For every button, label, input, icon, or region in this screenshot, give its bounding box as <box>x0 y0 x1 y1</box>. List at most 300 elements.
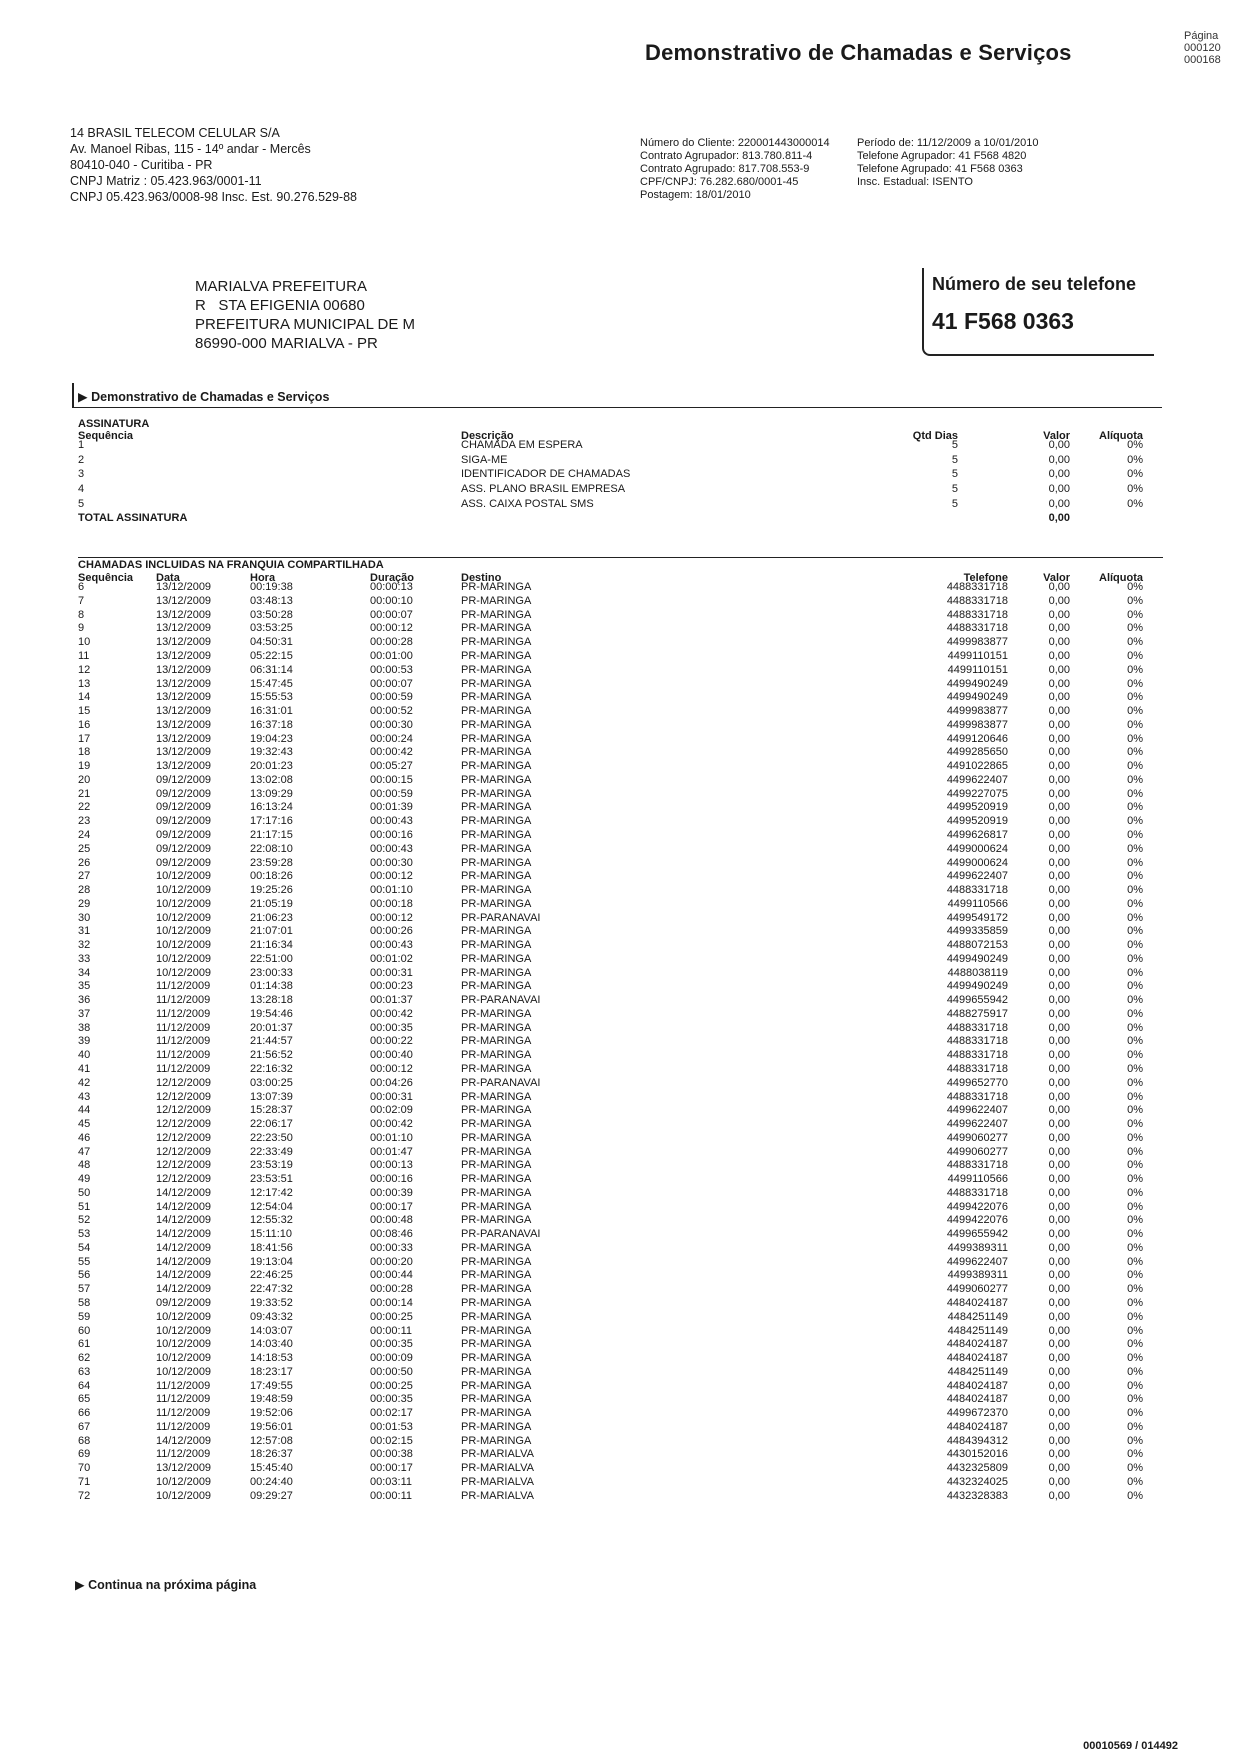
cell-date: 11/12/2009 <box>156 1393 211 1406</box>
cell-date: 13/12/2009 <box>156 718 212 731</box>
cell-valor: 0,00 <box>1048 1407 1070 1420</box>
cell-aliquota: 0% <box>1127 1462 1143 1475</box>
cell-seq: 7 <box>78 594 85 607</box>
cell-aliquota: 0% <box>1127 787 1143 800</box>
cell-valor: 0,00 <box>1048 1186 1070 1199</box>
cell-valor: 0,00 <box>1048 497 1070 510</box>
cell-phone: 4499983877 <box>946 718 1008 731</box>
cell-phone: 4499060277 <box>946 1283 1008 1296</box>
cell-valor: 0,00 <box>1048 1434 1070 1447</box>
cell-aliquota: 0% <box>1127 773 1143 786</box>
cell-aliquota: 0% <box>1127 482 1143 495</box>
cell-date: 09/12/2009 <box>156 856 212 869</box>
cell-destination: PR-MARIALVA <box>461 1462 534 1475</box>
cell-hour: 23:59:28 <box>250 856 293 869</box>
table-row <box>78 967 1163 981</box>
cell-duration: 00:00:12 <box>370 870 413 883</box>
cell-hour: 21:06:23 <box>250 911 293 924</box>
cell-phone: 4499655942 <box>946 1228 1008 1241</box>
cell-destination: PR-MARINGA <box>461 828 532 841</box>
cell-phone: 4499000624 <box>946 842 1008 855</box>
table-row <box>78 622 1163 636</box>
cell-date: 12/12/2009 <box>156 1104 212 1117</box>
cell-valor: 0,00 <box>1048 980 1070 993</box>
cell-destination: PR-MARINGA <box>461 1310 532 1323</box>
cell-phone: 4488331718 <box>946 622 1008 635</box>
cell-hour: 16:13:24 <box>250 801 293 814</box>
cell-duration: 00:00:48 <box>370 1214 413 1227</box>
cell-valor: 0,00 <box>1048 622 1070 635</box>
cell-hour: 19:32:43 <box>250 746 293 759</box>
cell-duration: 00:00:59 <box>370 691 413 704</box>
cell-duration: 00:00:10 <box>370 594 413 607</box>
cell-phone: 4499520919 <box>946 815 1008 828</box>
client-info-line: Período de: 11/12/2009 a 10/01/2010 <box>857 137 1039 149</box>
cell-phone: 4488331718 <box>946 884 1008 897</box>
cell-seq: 61 <box>78 1338 91 1351</box>
cell-phone: 4499110151 <box>947 663 1008 676</box>
cell-seq: 15 <box>78 705 91 718</box>
cell-destination: PR-MARINGA <box>461 581 532 594</box>
table-row <box>78 1049 1163 1063</box>
client-info-line: Postagem: 18/01/2010 <box>640 189 751 201</box>
cell-phone: 4499622407 <box>946 870 1008 883</box>
cell-hour: 19:54:46 <box>250 1007 293 1020</box>
cell-aliquota: 0% <box>1127 1200 1143 1213</box>
cell-duration: 00:01:00 <box>370 650 413 663</box>
cell-valor: 0,00 <box>1048 1159 1070 1172</box>
cell-duration: 00:00:16 <box>370 1173 413 1186</box>
cell-hour: 22:33:49 <box>250 1145 293 1158</box>
cell-date: 14/12/2009 <box>156 1269 212 1282</box>
cell-destination: PR-MARINGA <box>461 1145 532 1158</box>
cell-phone: 4488072153 <box>946 939 1008 952</box>
table-row <box>78 664 1163 678</box>
cell-aliquota: 0% <box>1127 677 1143 690</box>
cell-date: 09/12/2009 <box>156 842 212 855</box>
cell-hour: 13:07:39 <box>250 1090 293 1103</box>
cell-aliquota: 0% <box>1127 1021 1143 1034</box>
table-row <box>78 1380 1163 1394</box>
cell-phone: 4484024187 <box>946 1297 1008 1309</box>
cell-aliquota: 0% <box>1127 1241 1143 1254</box>
phone-number-label: Número de seu telefone <box>932 274 1137 294</box>
cell-phone: 4488331718 <box>946 1062 1008 1075</box>
table-row <box>78 1490 1163 1504</box>
cell-seq: 65 <box>78 1393 91 1406</box>
cell-destination: PR-MARINGA <box>461 870 532 883</box>
table-row <box>78 1269 1163 1283</box>
cell-hour: 03:48:13 <box>250 594 293 607</box>
cell-valor: 0,00 <box>1048 828 1070 841</box>
cell-date: 13/12/2009 <box>156 622 212 635</box>
table-row <box>78 1325 1163 1339</box>
cell-duration: 00:00:24 <box>370 732 413 745</box>
cell-date: 09/12/2009 <box>156 801 212 814</box>
cell-phone: 4484024187 <box>946 1393 1008 1406</box>
cell-qtd: 5 <box>951 482 958 495</box>
cell-seq: 18 <box>78 746 91 759</box>
cell-aliquota: 0% <box>1127 663 1143 676</box>
cell-aliquota: 0% <box>1127 1131 1143 1144</box>
cell-seq: 63 <box>78 1365 91 1378</box>
cell-duration: 00:05:27 <box>370 760 413 773</box>
cell-phone: 4499110566 <box>947 1173 1008 1186</box>
cell-phone: 4499520919 <box>946 801 1008 814</box>
cell-date: 11/12/2009 <box>156 1062 211 1075</box>
cell-hour: 00:19:38 <box>250 581 293 594</box>
cell-date: 14/12/2009 <box>156 1434 212 1447</box>
cell-duration: 00:00:14 <box>370 1297 413 1309</box>
company-line: 14 BRASIL TELECOM CELULAR S/A <box>70 126 280 140</box>
cell-hour: 03:53:25 <box>250 622 293 635</box>
cell-duration: 00:00:31 <box>370 966 413 979</box>
cell-seq: 68 <box>78 1434 91 1447</box>
cell-date: 10/12/2009 <box>156 1365 212 1378</box>
table-row <box>78 1063 1163 1077</box>
cell-date: 09/12/2009 <box>156 815 212 828</box>
table-row <box>78 898 1163 912</box>
triangle-right-icon: ▶ <box>78 390 88 404</box>
cell-date: 13/12/2009 <box>156 636 212 649</box>
cell-qtd: 5 <box>951 497 958 510</box>
cell-hour: 17:49:55 <box>250 1379 293 1392</box>
cell-aliquota: 0% <box>1127 815 1143 828</box>
cell-valor: 0,00 <box>1048 1310 1070 1323</box>
cell-hour: 05:22:15 <box>250 650 293 663</box>
table-row <box>78 719 1163 733</box>
cell-date: 11/12/2009 <box>156 1448 211 1461</box>
table-row <box>78 1173 1163 1187</box>
cell-duration: 00:01:47 <box>370 1145 413 1158</box>
cell-phone: 4499110566 <box>947 897 1008 910</box>
table-row <box>78 884 1163 898</box>
cell-date: 14/12/2009 <box>156 1228 212 1241</box>
cell-hour: 12:54:04 <box>250 1200 293 1213</box>
cell-aliquota: 0% <box>1127 828 1143 841</box>
cell-phone: 4484024187 <box>946 1338 1008 1351</box>
cell-hour: 22:51:00 <box>250 952 293 965</box>
cell-date: 11/12/2009 <box>156 980 211 993</box>
cell-aliquota: 0% <box>1127 842 1143 855</box>
cell-date: 13/12/2009 <box>156 608 212 621</box>
cell-duration: 00:00:12 <box>370 911 413 924</box>
cell-seq: 20 <box>78 773 91 786</box>
cell-duration: 00:00:18 <box>370 897 413 910</box>
cell-hour: 03:50:28 <box>250 608 293 621</box>
cell-date: 14/12/2009 <box>156 1241 212 1254</box>
cell-duration: 00:00:43 <box>370 842 413 855</box>
table-row <box>78 829 1163 843</box>
cell-seq: 59 <box>78 1310 91 1323</box>
cell-desc: IDENTIFICADOR DE CHAMADAS <box>461 468 631 481</box>
cell-seq: 10 <box>78 636 91 649</box>
cell-phone: 4499060277 <box>946 1145 1008 1158</box>
cell-aliquota: 0% <box>1127 622 1143 635</box>
cell-phone: 4499983877 <box>946 705 1008 718</box>
cell-seq: 70 <box>78 1462 91 1475</box>
cell-destination: PR-MARINGA <box>461 760 532 773</box>
cell-phone: 4488331718 <box>946 594 1008 607</box>
table-row <box>78 1421 1163 1435</box>
cell-aliquota: 0% <box>1127 594 1143 607</box>
cell-duration: 00:00:35 <box>370 1393 413 1406</box>
assinatura-title: ASSINATURA <box>78 418 150 430</box>
cell-valor: 0,00 <box>1048 787 1070 800</box>
cell-seq: 35 <box>78 980 91 993</box>
cell-phone: 4499110151 <box>947 650 1008 663</box>
table-row <box>78 1448 1163 1462</box>
cell-aliquota: 0% <box>1127 1186 1143 1199</box>
cell-destination: PR-MARINGA <box>461 718 532 731</box>
cell-aliquota: 0% <box>1127 1104 1143 1117</box>
table-row <box>78 438 1163 453</box>
table-row <box>78 453 1163 468</box>
cell-seq: 5 <box>78 497 85 510</box>
cell-valor: 0,00 <box>1048 732 1070 745</box>
cell-seq: 47 <box>78 1145 91 1158</box>
cell-duration: 00:00:52 <box>370 705 413 718</box>
cell-phone: 4491022865 <box>946 760 1008 773</box>
cell-aliquota: 0% <box>1127 760 1143 773</box>
cell-hour: 13:02:08 <box>250 773 293 786</box>
cell-phone: 4432324025 <box>946 1475 1008 1488</box>
cell-aliquota: 0% <box>1127 1283 1143 1296</box>
cell-aliquota: 0% <box>1127 497 1143 510</box>
cell-seq: 14 <box>78 691 91 704</box>
cell-duration: 00:03:11 <box>370 1475 413 1488</box>
table-row <box>78 1187 1163 1201</box>
cell-phone: 4484251149 <box>947 1310 1008 1323</box>
cell-hour: 14:03:07 <box>250 1324 293 1337</box>
cell-valor: 0,00 <box>1048 677 1070 690</box>
table-row <box>78 1008 1163 1022</box>
cell-qtd: 5 <box>951 453 958 466</box>
table-row <box>78 636 1163 650</box>
cell-duration: 00:00:59 <box>370 787 413 800</box>
cell-seq: 38 <box>78 1021 91 1034</box>
cell-valor: 0,00 <box>1048 581 1070 594</box>
cell-destination: PR-MARINGA <box>461 622 532 635</box>
cell-seq: 45 <box>78 1118 91 1131</box>
cell-date: 12/12/2009 <box>156 1145 212 1158</box>
company-line: CNPJ Matriz : 05.423.963/0001-11 <box>70 174 262 188</box>
cell-phone: 4484251149 <box>947 1365 1008 1378</box>
cell-date: 11/12/2009 <box>156 1021 211 1034</box>
cell-duration: 00:00:42 <box>370 746 413 759</box>
cell-destination: PR-MARINGA <box>461 594 532 607</box>
cell-hour: 22:47:32 <box>250 1283 293 1296</box>
client-info-line: Contrato Agrupado: 817.708.553-9 <box>640 163 810 175</box>
cell-date: 13/12/2009 <box>156 663 212 676</box>
cell-aliquota: 0% <box>1127 1076 1143 1089</box>
cell-phone: 4499983877 <box>946 636 1008 649</box>
cell-date: 10/12/2009 <box>156 939 212 952</box>
cell-seq: 62 <box>78 1352 91 1365</box>
cell-aliquota: 0% <box>1127 1310 1143 1323</box>
cell-aliquota: 0% <box>1127 980 1143 993</box>
cell-phone: 4488331718 <box>946 1090 1008 1103</box>
cell-seq: 31 <box>78 925 91 938</box>
cell-aliquota: 0% <box>1127 718 1143 731</box>
cell-valor: 0,00 <box>1048 468 1070 481</box>
cell-destination: PR-MARINGA <box>461 815 532 828</box>
cell-valor: 0,00 <box>1048 482 1070 495</box>
cell-valor: 0,00 <box>1048 760 1070 773</box>
cell-date: 10/12/2009 <box>156 925 212 938</box>
cell-seq: 41 <box>78 1062 91 1075</box>
table-row <box>78 980 1163 994</box>
cell-seq: 49 <box>78 1173 91 1186</box>
cell-destination: PR-MARINGA <box>461 773 532 786</box>
cell-hour: 22:16:32 <box>250 1062 293 1075</box>
table-row <box>78 912 1163 926</box>
cell-duration: 00:00:44 <box>370 1269 413 1282</box>
client-info-line: Telefone Agrupado: 41 F568 0363 <box>857 163 1023 175</box>
cell-date: 13/12/2009 <box>156 691 212 704</box>
cell-seq: 30 <box>78 911 91 924</box>
cell-hour: 06:31:14 <box>250 663 293 676</box>
cell-valor: 0,00 <box>1048 439 1070 452</box>
cell-phone: 4499060277 <box>946 1131 1008 1144</box>
table-row <box>78 609 1163 623</box>
footer-code: 00010569 / 014492 <box>1083 1740 1178 1752</box>
chamadas-title: CHAMADAS INCLUIDAS NA FRANQUIA COMPARTILHADA <box>78 559 384 571</box>
cell-duration: 00:00:07 <box>370 608 413 621</box>
cell-phone: 4499622407 <box>946 1118 1008 1131</box>
cell-destination: PR-MARINGA <box>461 1407 532 1420</box>
cell-aliquota: 0% <box>1127 468 1143 481</box>
cell-valor: 0,00 <box>1048 1352 1070 1365</box>
cell-hour: 15:28:37 <box>250 1104 293 1117</box>
cell-seq: 12 <box>78 663 91 676</box>
cell-hour: 03:00:25 <box>250 1076 293 1089</box>
cell-hour: 20:01:37 <box>250 1021 293 1034</box>
cell-valor: 0,00 <box>1048 801 1070 814</box>
cell-valor: 0,00 <box>1048 897 1070 910</box>
cell-date: 10/12/2009 <box>156 897 212 910</box>
cell-valor: 0,00 <box>1048 911 1070 924</box>
cell-seq: 52 <box>78 1214 91 1227</box>
cell-destination: PR-MARINGA <box>461 1241 532 1254</box>
cell-seq: 4 <box>78 482 85 495</box>
cell-phone: 4488331718 <box>946 1049 1008 1062</box>
cell-aliquota: 0% <box>1127 1420 1143 1433</box>
cell-valor: 0,00 <box>1048 1228 1070 1241</box>
cell-hour: 22:46:25 <box>250 1269 293 1282</box>
col-header-qtd: Qtd Dias <box>912 429 958 442</box>
cell-seq: 34 <box>78 966 91 979</box>
cell-hour: 21:56:52 <box>250 1049 293 1062</box>
cell-destination: PR-MARINGA <box>461 1035 532 1048</box>
table-row <box>78 1104 1163 1118</box>
cell-date: 10/12/2009 <box>156 1475 212 1488</box>
cell-destination: PR-MARINGA <box>461 1049 532 1062</box>
cell-seq: 44 <box>78 1104 91 1117</box>
cell-duration: 00:00:43 <box>370 939 413 952</box>
cell-date: 09/12/2009 <box>156 773 212 786</box>
cell-hour: 00:18:26 <box>250 870 293 883</box>
cell-date: 13/12/2009 <box>156 594 212 607</box>
cell-hour: 19:56:01 <box>250 1420 293 1433</box>
table-row <box>78 746 1163 760</box>
cell-seq: 36 <box>78 994 91 1007</box>
table-row <box>78 939 1163 953</box>
recipient-address <box>195 277 415 353</box>
continue-text: Continua na próxima página <box>88 1578 257 1592</box>
cell-duration: 00:00:11 <box>370 1489 413 1502</box>
cell-aliquota: 0% <box>1127 705 1143 718</box>
cell-seq: 23 <box>78 815 91 828</box>
cell-hour: 15:45:40 <box>250 1462 293 1475</box>
cell-duration: 00:01:10 <box>370 884 413 897</box>
cell-desc: ASS. CAIXA POSTAL SMS <box>461 497 594 510</box>
cell-hour: 18:26:37 <box>250 1448 293 1461</box>
client-info-right <box>857 137 1038 189</box>
cell-seq: 66 <box>78 1407 91 1420</box>
cell-destination: PR-MARINGA <box>461 1283 532 1296</box>
cell-date: 14/12/2009 <box>156 1186 212 1199</box>
cell-destination: PR-MARINGA <box>461 1090 532 1103</box>
cell-duration: 00:00:28 <box>370 636 413 649</box>
cell-date: 10/12/2009 <box>156 870 212 883</box>
cell-hour: 15:11:10 <box>250 1228 293 1241</box>
cell-destination: PR-MARINGA <box>461 650 532 663</box>
cell-hour: 21:05:19 <box>250 897 293 910</box>
cell-valor: 0,00 <box>1048 994 1070 1007</box>
col-header-seq: Sequência <box>78 571 134 584</box>
cell-valor: 0,00 <box>1048 1049 1070 1062</box>
cell-duration: 00:00:39 <box>370 1186 413 1199</box>
cell-destination: PR-MARINGA <box>461 1338 532 1351</box>
cell-destination: PR-MARINGA <box>461 691 532 704</box>
cell-destination: PR-MARINGA <box>461 980 532 993</box>
cell-aliquota: 0% <box>1127 732 1143 745</box>
cell-destination: PR-MARINGA <box>461 1434 532 1447</box>
cell-destination: PR-MARINGA <box>461 884 532 897</box>
table-row <box>78 497 1163 512</box>
client-info-left <box>640 137 830 202</box>
cell-valor: 0,00 <box>1048 1145 1070 1158</box>
cell-valor: 0,00 <box>1048 453 1070 466</box>
cell-phone: 4499490249 <box>946 952 1008 965</box>
cell-hour: 22:06:17 <box>250 1118 293 1131</box>
cell-valor: 0,00 <box>1048 1269 1070 1282</box>
cell-duration: 00:00:13 <box>370 1159 413 1172</box>
cell-date: 11/12/2009 <box>156 1407 211 1420</box>
table-row <box>78 925 1163 939</box>
cell-phone: 4499490249 <box>946 677 1008 690</box>
cell-destination: PR-MARINGA <box>461 1104 532 1117</box>
col-header-desc: Descrição <box>461 429 514 442</box>
cell-date: 13/12/2009 <box>156 650 212 663</box>
cell-phone: 4488331718 <box>946 1035 1008 1048</box>
section-title: Demonstrativo de Chamadas e Serviços <box>91 390 330 404</box>
cell-aliquota: 0% <box>1127 884 1143 897</box>
cell-hour: 22:23:50 <box>250 1131 293 1144</box>
cell-desc: CHAMADA EM ESPERA <box>461 439 583 452</box>
cell-hour: 19:25:26 <box>250 884 293 897</box>
cell-destination: PR-MARINGA <box>461 746 532 759</box>
table-row <box>78 1118 1163 1132</box>
cell-hour: 19:33:52 <box>250 1297 293 1309</box>
cell-aliquota: 0% <box>1127 1118 1143 1131</box>
cell-destination: PR-MARINGA <box>461 1186 532 1199</box>
cell-date: 11/12/2009 <box>156 994 211 1007</box>
total-value: 0,00 <box>1048 512 1070 525</box>
cell-qtd: 5 <box>951 468 958 481</box>
cell-valor: 0,00 <box>1048 1448 1070 1461</box>
